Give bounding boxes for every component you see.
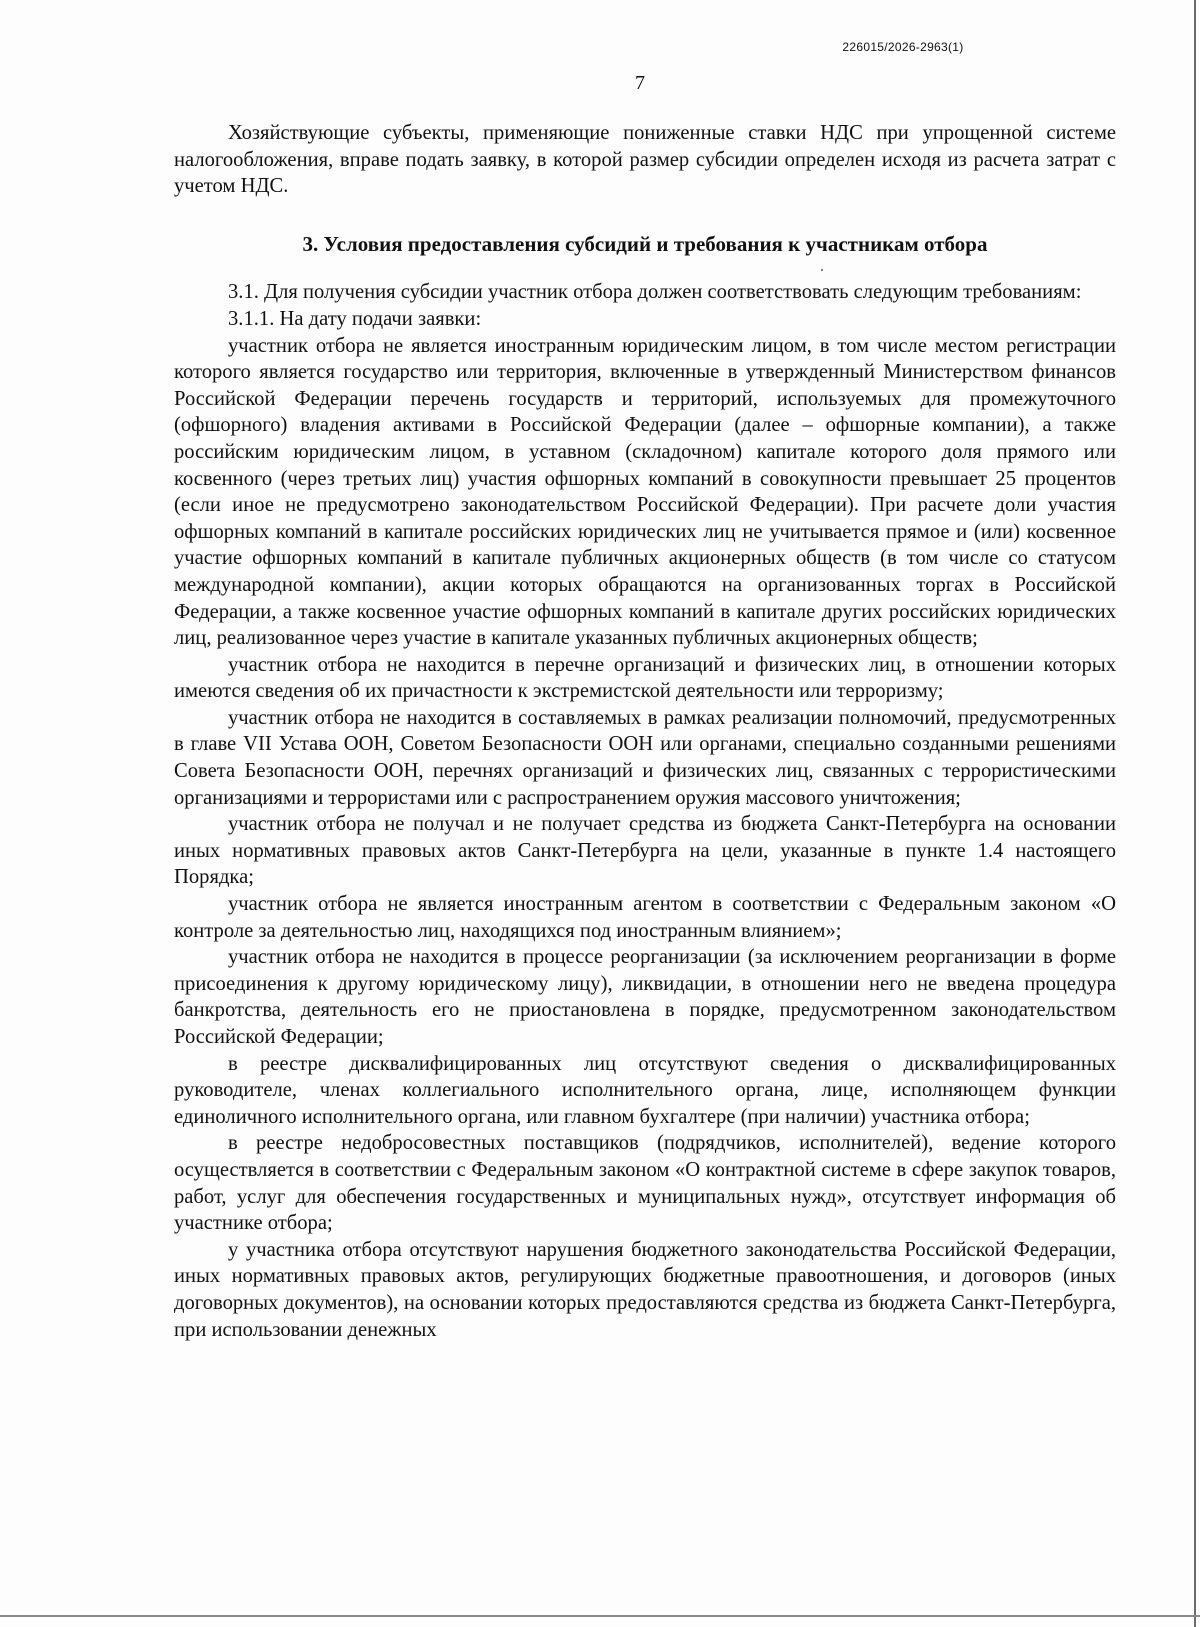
paragraph-budget-funds-requirement: участник отбора не получал и не получает средства из бюджета Санкт-Петербурга на основании иных нормативных правовых актов Санкт-Петербурга на цели, указанные в пункте 1.4 настоящего Порядка;: [174, 813, 1116, 889]
paragraph-foreign-agent-requirement: участник отбора не является иностранным агентом в соответствии с Федеральным законом «О контроле за деятельностью лиц, находящихся под иностранным влиянием»;: [174, 893, 1116, 942]
paragraph-3-1: 3.1. Для получения субсидии участник отбора должен соответствовать следующим требованиям:: [228, 281, 1082, 304]
page-number: 7: [635, 72, 645, 94]
document-body: [174, 120, 1116, 1343]
section-heading: 3. Условия предоставления субсидий и требования к участникам отбора: [302, 231, 988, 256]
scan-right-edge: [1194, 0, 1196, 1627]
document-registration-number: 226015/2026-2963(1): [842, 40, 964, 54]
paragraph-disqualified-persons-requirement: в реестре дисквалифицированных лиц отсутствуют сведения о дисквалифицированных руководителе, членах коллегиального исполнительного органа, лице, исполняющем функции единоличного исполнительного органа, или главном бухгалтере (при наличии) участника отбора;: [174, 1052, 1116, 1128]
paragraph-un-sanctions-requirement: участник отбора не находится в составляемых в рамках реализации полномочий, предусмотренных в главе VII Устава ООН, Советом Безопасности ООН или органами, специально созданными решениями Совета Безопасности ООН, перечнях организаций и физических лиц, связанных с террористическими организациями и террористами или с распространением оружия массового уничтожения;: [174, 706, 1116, 809]
scan-speck: [821, 269, 823, 271]
paragraph-vat-note: Хозяйствующие субъекты, применяющие пониженные ставки НДС при упрощенной системе налогообложения, вправе подать заявку, в которой размер субсидии определен исходя из расчета затрат с учетом НДС.: [174, 122, 1116, 198]
scan-bottom-edge: [0, 1615, 1200, 1617]
paragraph-reorganization-requirement: участник отбора не находится в процессе реорганизации (за исключением реорганизации в форме присоединения к другому юридическому лицу), ликвидации, в отношении него не введена процедура банкротства, деятельность его не приостановлена в порядке, предусмотренном законодательством Российской Федерации;: [174, 946, 1116, 1048]
paragraph-unfair-suppliers-requirement: в реестре недобросовестных поставщиков (подрядчиков, исполнителей), ведение которого осуществляется в соответствии с Федеральным законом «О контрактной системе в сфере закупок товаров, работ, услуг для обеспечения государственных и муниципальных нужд», отсутствует информация об участнике отбора;: [174, 1132, 1116, 1235]
paragraph-3-1-1: 3.1.1. На дату подачи заявки:: [228, 307, 482, 330]
paragraph-extremism-requirement: участник отбора не находится в перечне организаций и физических лиц, в отношении которых имеются сведения об их причастности к экстремистской деятельности или терроризму;: [174, 653, 1116, 703]
paragraph-offshore-requirement: участник отбора не является иностранным юридическим лицом, в том числе местом регистрации которого является государство или территория, включенные в утвержденный Министерством финансов Российской Федерации перечень государств и территорий, используемых для промежуточного (офшорного) владения активами в Российской Федерации (далее – офшорные компании), а также российским юридическим лицом, в уставном (складочном) капитале которого доля прямого или косвенного (через третьих лиц) участия офшорных компаний в совокупности превышает 25 процентов (если иное не предусмотрено законодательством Российской Федерации). При расчете доли участия офшорных компаний в капитале российских юридических лиц не учитывается прямое и (или) косвенное участие офшорных компаний в капитале публичных акционерных обществ (в том числе со статусом международной компании), акции которых обращаются на организованных торгах в Российской Федерации, а также косвенное участие офшорных компаний в капитале других российских юридических лиц, реализованное через участие в капитале указанных публичных акционерных обществ;: [174, 334, 1116, 650]
paragraph-budget-violations-requirement: у участника отбора отсутствуют нарушения бюджетного законодательства Российской Федерации, иных нормативных правовых актов, регулирующих бюджетные правоотношения, и договоров (иных договорных документов), на основании которых предоставляются средства из бюджета Санкт-Петербурга, при использовании денежных: [174, 1238, 1116, 1341]
